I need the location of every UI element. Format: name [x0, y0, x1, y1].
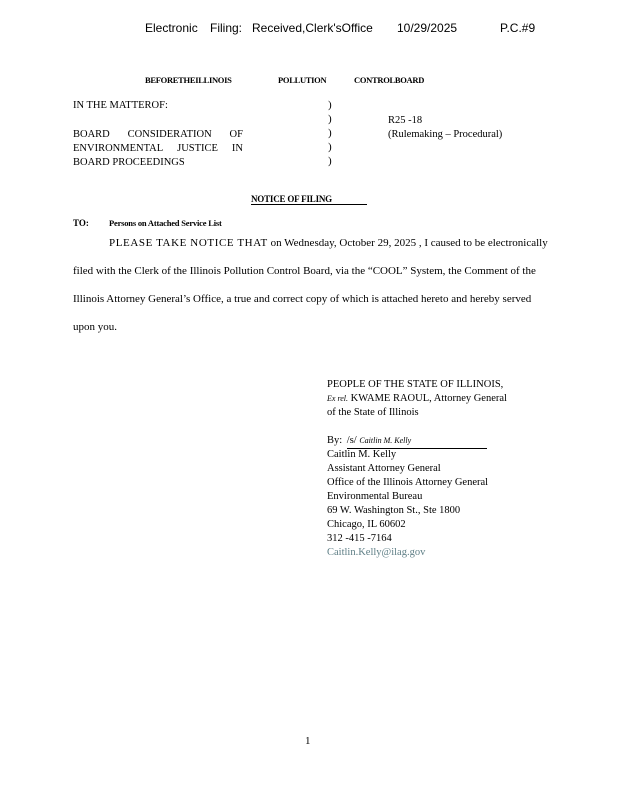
party-attorney-general: KWAME RAOUL, Attorney General: [350, 393, 507, 404]
signature-line: [347, 434, 487, 449]
notice-title: NOTICE OF FILING: [251, 194, 367, 205]
address-line-1: 69 W. Washington St., Ste 1800: [327, 505, 461, 516]
received-status: Received,Clerk'sOffice: [252, 21, 373, 35]
board-heading-part-1: BEFORETHEILLINOIS: [145, 75, 232, 85]
to-label: TO:: [73, 218, 89, 228]
matter-line-3: BOARD PROCEEDINGS: [73, 157, 185, 168]
signer-name: Caitlin M. Kelly: [327, 449, 397, 460]
electronic-signature: Caitlin M. Kelly: [359, 436, 412, 445]
slash-sig: /s/: [346, 435, 357, 446]
phone-number: 312 -415 -7164: [327, 533, 392, 544]
email-line: [327, 546, 425, 560]
case-type: (Rulemaking – Procedural): [388, 129, 503, 140]
in-the-matter: IN THE MATTEROF:: [73, 100, 168, 111]
board-heading-part-2: POLLUTION: [278, 75, 327, 85]
matter-line-2: ENVIRONMENTAL JUSTICE IN: [73, 143, 243, 154]
party-line-1: PEOPLE OF THE STATE OF ILLINOIS,: [327, 379, 504, 390]
service-list: Persons on Attached Service List: [109, 218, 222, 228]
ex-rel: Ex rel.: [327, 394, 349, 403]
signer-office: Office of the Illinois Attorney General: [327, 477, 489, 488]
email-link[interactable]: Caitlin.Kelly@ilag.gov: [327, 547, 426, 558]
board-heading-part-3: CONTROLBOARD: [354, 75, 425, 85]
notice-text: on Wednesday, October 29, 2025 , I caused to be electronically filed with the Clerk of the Illinois Pollution Control Board, via the “COOL” System, the Comment of the Illinois Attorney General’s Office, a true and correct copy of which is attached hereto and hereby served upon you.: [73, 237, 548, 333]
page-number: 1: [305, 735, 311, 747]
matter-line-1: BOARD CONSIDERATION OF: [73, 129, 243, 140]
pc-number: P.C.#9: [500, 21, 536, 35]
filing-date: 10/29/2025: [397, 21, 458, 35]
signer-bureau: Environmental Bureau: [327, 491, 423, 502]
party-line-2: [327, 392, 507, 406]
party-line-3: of the State of Illinois: [327, 407, 419, 418]
address-line-2: Chicago, IL 60602: [327, 519, 406, 530]
by-line: [327, 434, 487, 449]
by-label: By:: [327, 435, 343, 446]
filing-label: Filing:: [210, 21, 243, 35]
notice-body: [73, 229, 553, 341]
matter-title: [73, 128, 243, 170]
notice-lead: PLEASE TAKE NOTICE THAT: [109, 237, 268, 249]
caption-parens: ) ) ) ) ): [328, 99, 332, 167]
filing-type: Electronic: [145, 21, 198, 35]
signer-title: Assistant Attorney General: [327, 463, 441, 474]
case-number: R25 -18: [388, 115, 423, 126]
